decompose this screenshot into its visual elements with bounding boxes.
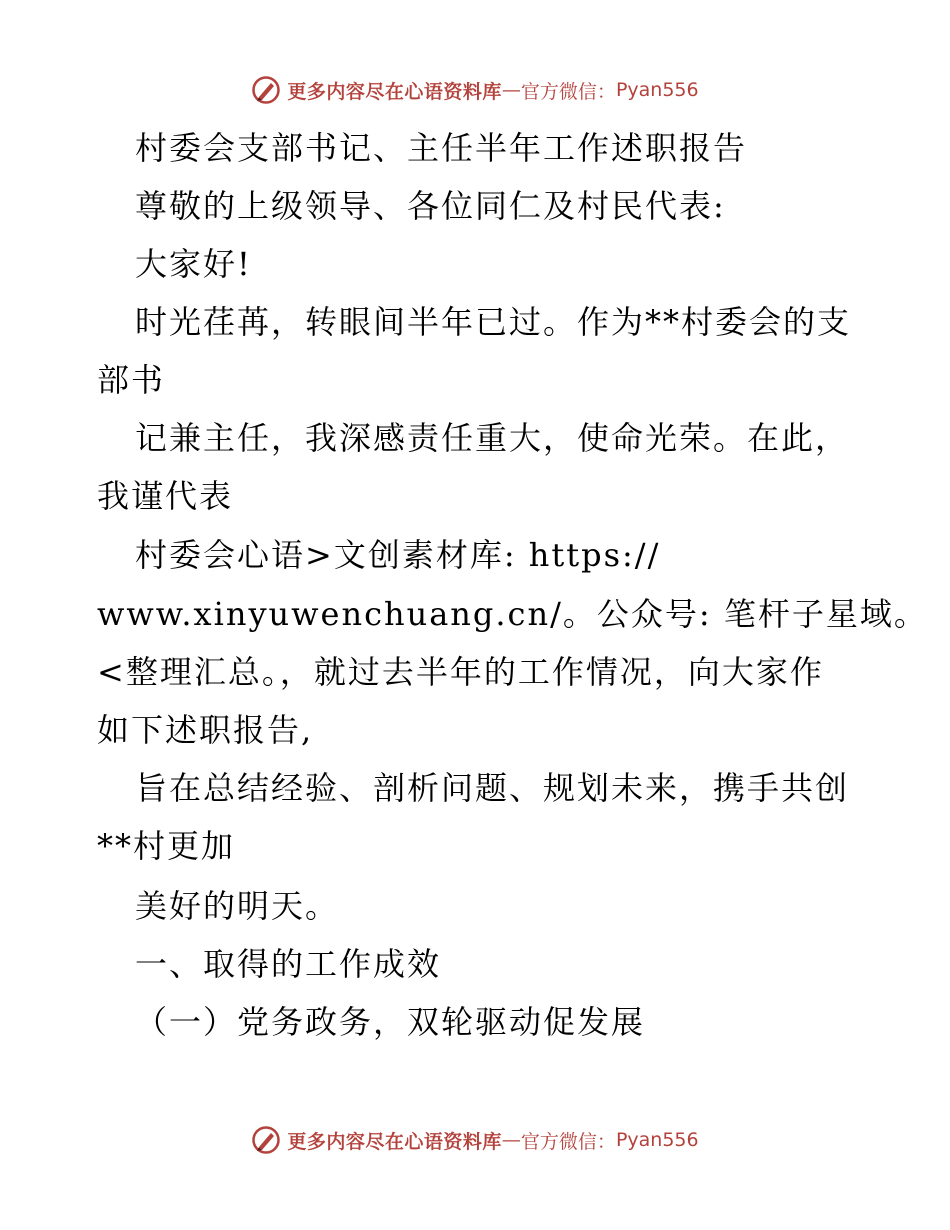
- salutation-line: 尊敬的上级领导、各位同仁及村民代表:: [135, 187, 726, 225]
- footer-banner-text: 更多内容尽在心语资料库: [287, 1130, 502, 1153]
- document-title: 村委会支部书记、主任半年工作述职报告: [135, 129, 748, 167]
- section-heading: 一、取得的工作成效: [135, 945, 442, 983]
- paragraph-line: 记兼主任，我深感责任重大，使命光荣。在此，: [135, 419, 850, 457]
- paragraph-line: <整理汇总。，就过去半年的工作情况，向大家作: [97, 653, 824, 691]
- footer-wechat-id: Pyan556: [615, 1129, 699, 1151]
- header-wechat-id: Pyan556: [615, 79, 699, 101]
- pen-logo-icon: [251, 75, 281, 105]
- paragraph-line: 时光荏苒，转眼间半年已过。作为**村委会的支: [135, 303, 852, 341]
- paragraph-line: 村委会心语>文创素材库: https://: [135, 536, 661, 574]
- paragraph-line: **村更加: [97, 827, 236, 865]
- paragraph-line: 如下述职报告,: [97, 711, 314, 749]
- subsection-heading: （一）党务政务，双轮驱动促发展: [135, 1003, 646, 1041]
- greeting-line: 大家好!: [135, 245, 252, 283]
- paragraph-line: 部书: [97, 361, 166, 399]
- paragraph-line: 我谨代表: [97, 477, 234, 515]
- paragraph-line: www.xinyuwenchuang.cn/。公众号: 笔杆子星域。: [97, 595, 928, 633]
- paragraph-line: 旨在总结经验、剖析问题、规划未来，携手共创: [135, 769, 850, 807]
- header-banner: [0, 70, 950, 110]
- footer-banner-separator: —: [501, 1129, 521, 1151]
- header-banner-text: 更多内容尽在心语资料库: [287, 80, 502, 103]
- footer-banner: [0, 1120, 950, 1160]
- paragraph-line: 美好的明天。: [135, 887, 340, 925]
- header-wechat-label: 官方微信：: [520, 80, 616, 103]
- footer-wechat-label: 官方微信：: [520, 1130, 616, 1153]
- header-banner-separator: —: [501, 79, 521, 101]
- pen-logo-icon: [251, 1125, 281, 1155]
